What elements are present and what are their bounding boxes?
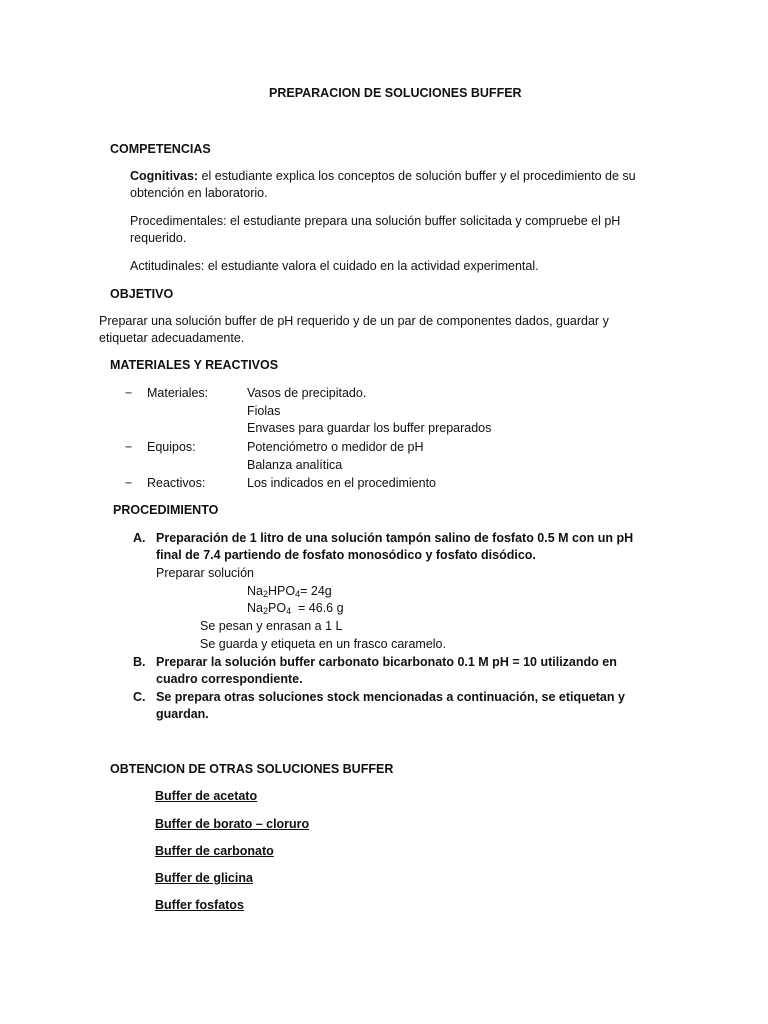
link-buffer-fosfatos[interactable]: Buffer fosfatos xyxy=(155,898,244,912)
competencias-heading: COMPETENCIAS xyxy=(110,142,211,156)
equipos-item: Potenciómetro o medidor de pH xyxy=(247,440,424,454)
link-buffer-borato-cloruro[interactable]: Buffer de borato – cloruro xyxy=(155,817,310,831)
materiales-label: Materiales: xyxy=(147,386,209,400)
materiales-item: Envases para guardar los buffer preparados xyxy=(247,421,492,435)
procedimiento-heading: PROCEDIMIENTO xyxy=(113,503,219,517)
pesan-line: Se pesan y enrasan a 1 L xyxy=(200,619,343,633)
step-c-line-1: Se prepara otras soluciones stock mencionadas a continuación, se etiquetan y xyxy=(156,690,625,704)
actitudinales-line: Actitudinales: el estudiante valora el cuidado en la actividad experimental. xyxy=(130,259,539,273)
equipos-label: Equipos: xyxy=(147,440,196,454)
reactivos-label: Reactivos: xyxy=(147,476,206,490)
objetivo-line-2: etiquetar adecuadamente. xyxy=(99,331,245,345)
procedimentales-line-2: requerido. xyxy=(130,231,187,245)
link-buffer-glicina[interactable]: Buffer de glicina xyxy=(155,871,253,885)
step-a-marker: A. xyxy=(133,531,146,545)
formula-na2po4: $Na_2PO_4 = 46.6$ g xyxy=(247,601,344,616)
formula-na2hpo4: $Na_2HPO_4= 24g$ xyxy=(247,584,332,599)
step-b-line-2: cuadro correspondiente. xyxy=(156,672,303,686)
cognitivas-line-2: obtención en laboratorio. xyxy=(130,186,268,200)
step-a-line-2: final de 7.4 partiendo de fosfato monosódico y fosfato disódico. xyxy=(156,548,536,562)
cognitivas-line-1 xyxy=(130,169,636,184)
page-title: PREPARACION DE SOLUCIONES BUFFER xyxy=(269,86,522,100)
step-c-marker: C. xyxy=(133,690,146,704)
materiales-heading: MATERIALES Y REACTIVOS xyxy=(110,358,279,372)
procedimentales-line-1: Procedimentales: el estudiante prepara una solución buffer solicitada y compruebe el pH xyxy=(130,214,621,228)
bullet-dash: − xyxy=(125,440,133,454)
preparar-solucion: Preparar solución xyxy=(156,566,254,580)
materiales-item: Fiolas xyxy=(247,404,281,418)
step-b-marker: B. xyxy=(133,655,146,669)
guarda-line: Se guarda y etiqueta en un frasco caramelo. xyxy=(200,637,446,651)
step-c-line-2: guardan. xyxy=(156,707,209,721)
obtencion-heading: OBTENCION DE OTRAS SOLUCIONES BUFFER xyxy=(110,762,394,776)
bullet-dash: − xyxy=(125,386,133,400)
link-buffer-acetato[interactable]: Buffer de acetato xyxy=(155,789,258,803)
objetivo-heading: OBJETIVO xyxy=(110,287,174,301)
link-buffer-carbonato[interactable]: Buffer de carbonato xyxy=(155,844,274,858)
reactivos-item: Los indicados en el procedimiento xyxy=(247,476,437,490)
cognitivas-text: el estudiante explica los conceptos de solución buffer y el procedimiento de su xyxy=(198,169,636,183)
step-a-line-1: Preparación de 1 litro de una solución tampón salino de fosfato 0.5 M con un pH xyxy=(156,531,634,545)
bullet-dash: − xyxy=(125,476,133,490)
cognitivas-label: Cognitivas: xyxy=(130,169,199,183)
materiales-item: Vasos de precipitado. xyxy=(247,386,367,400)
objetivo-line-1: Preparar una solución buffer de pH requerido y de un par de componentes dados, guardar y xyxy=(99,314,609,328)
step-b-line-1: Preparar la solución buffer carbonato bicarbonato 0.1 M pH = 10 utilizando en xyxy=(156,655,617,669)
equipos-item: Balanza analítica xyxy=(247,458,343,472)
